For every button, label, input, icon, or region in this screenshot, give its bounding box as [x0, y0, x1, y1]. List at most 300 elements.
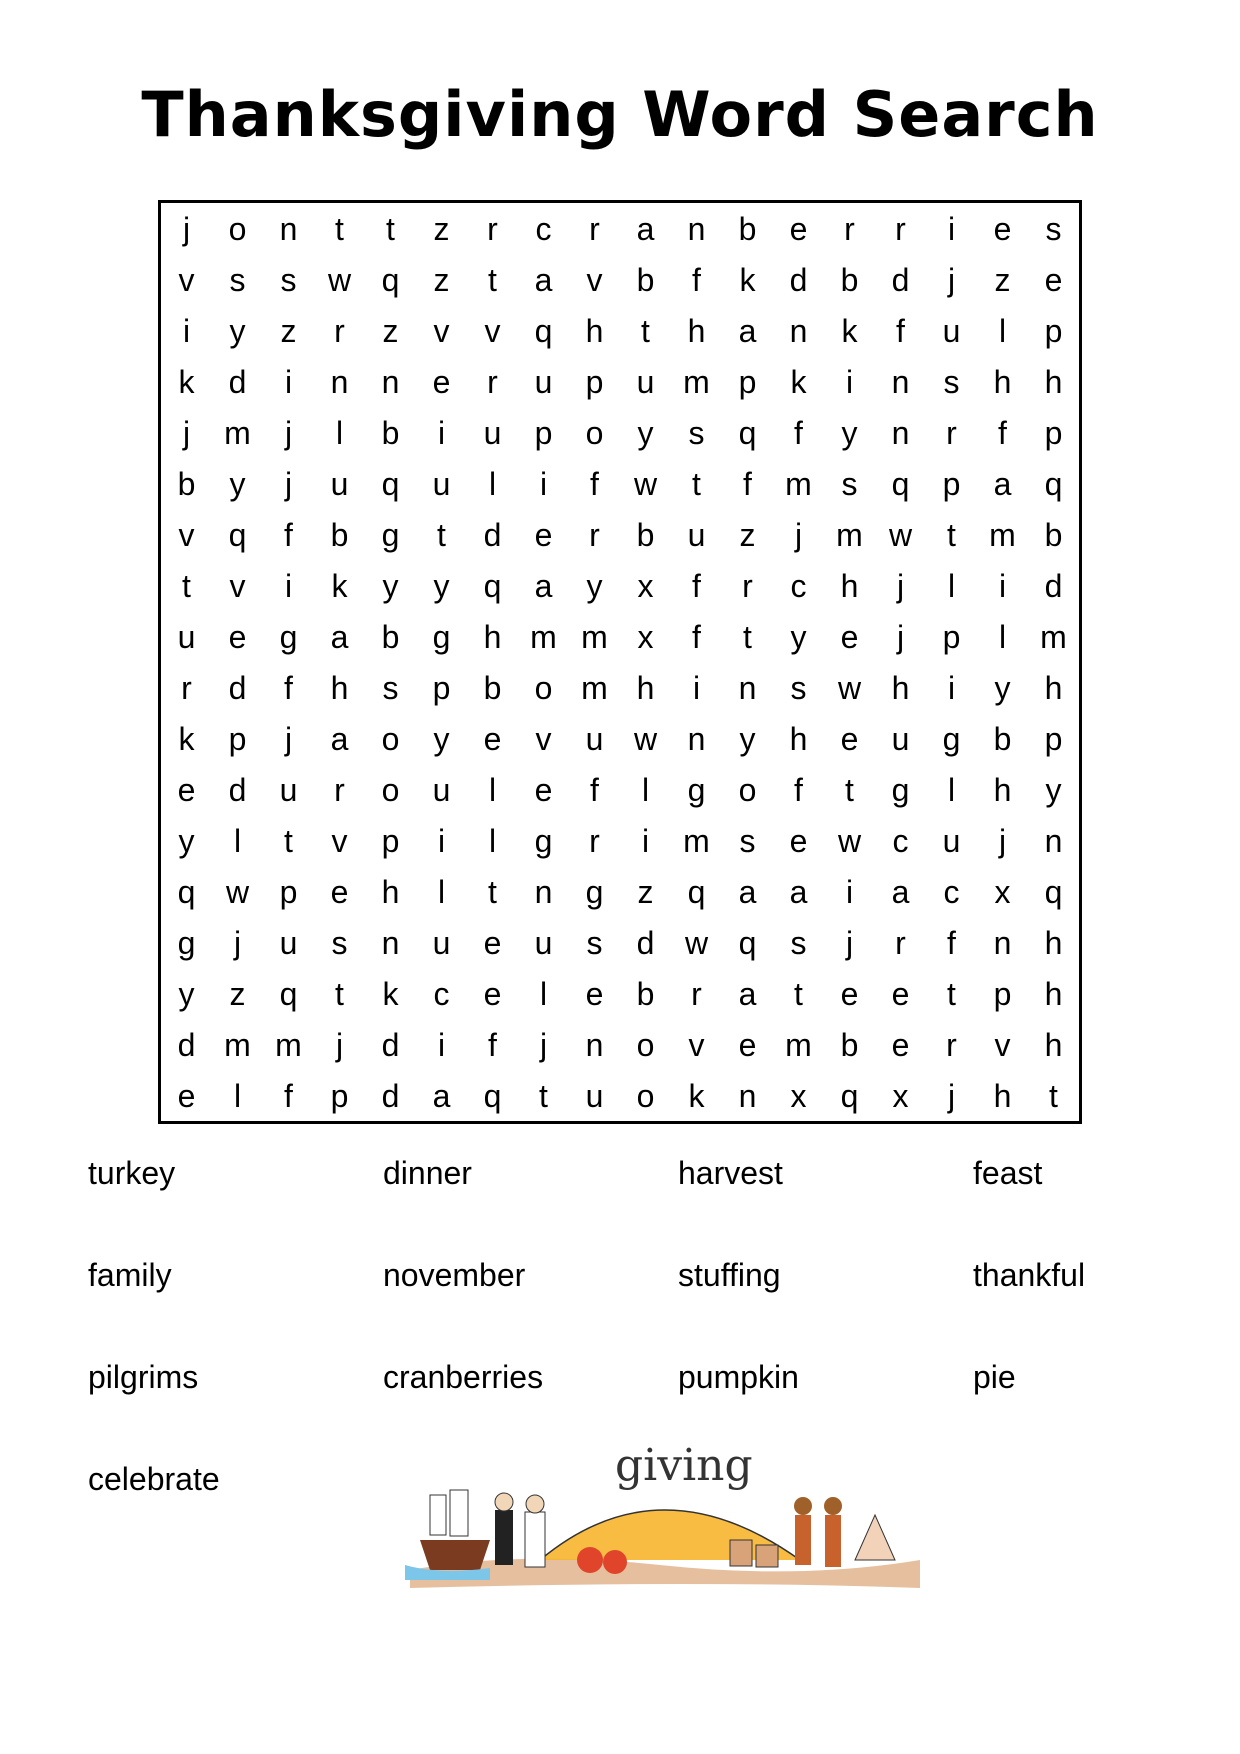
grid-cell[interactable]: i [692, 669, 701, 706]
grid-cell[interactable]: j [947, 1077, 956, 1114]
grid-cell[interactable]: i [284, 567, 293, 604]
grid-cell[interactable]: p [381, 822, 400, 859]
grid-cell[interactable]: x [892, 1077, 909, 1114]
grid-cell[interactable]: g [279, 618, 298, 655]
grid-cell[interactable]: z [280, 312, 297, 349]
grid-cell[interactable]: b [738, 210, 757, 247]
grid-cell[interactable]: b [840, 1026, 859, 1063]
grid-cell[interactable]: d [789, 261, 808, 298]
grid-cell[interactable]: d [228, 669, 247, 706]
grid-cell[interactable]: k [178, 720, 195, 757]
grid-cell[interactable]: d [636, 924, 655, 961]
grid-cell[interactable]: w [633, 720, 658, 757]
grid-cell[interactable]: h [1044, 669, 1063, 706]
grid-cell[interactable]: m [530, 618, 557, 655]
grid-cell[interactable]: n [738, 669, 757, 706]
grid-cell[interactable]: r [895, 924, 906, 961]
grid-cell[interactable]: h [993, 771, 1012, 808]
grid-cell[interactable]: y [178, 822, 195, 859]
grid-cell[interactable]: s [280, 261, 297, 298]
grid-cell[interactable]: r [181, 669, 192, 706]
grid-cell[interactable]: o [636, 1026, 655, 1063]
grid-cell[interactable]: m [836, 516, 863, 553]
grid-cell[interactable]: y [433, 567, 450, 604]
grid-cell[interactable]: v [994, 1026, 1011, 1063]
grid-cell[interactable]: f [590, 771, 599, 808]
grid-cell[interactable]: e [789, 822, 808, 859]
grid-cell[interactable]: n [330, 363, 349, 400]
grid-cell[interactable]: p [585, 363, 604, 400]
grid-cell[interactable]: a [330, 618, 349, 655]
grid-cell[interactable]: l [233, 822, 242, 859]
grid-cell[interactable]: w [225, 873, 250, 910]
grid-cell[interactable]: s [841, 465, 858, 502]
grid-cell[interactable]: s [382, 669, 399, 706]
grid-cell[interactable]: j [335, 1026, 344, 1063]
grid-cell[interactable]: s [739, 822, 756, 859]
grid-cell[interactable]: b [177, 465, 196, 502]
grid-cell[interactable]: q [687, 873, 706, 910]
grid-cell[interactable]: u [279, 771, 298, 808]
grid-cell[interactable]: b [1044, 516, 1063, 553]
grid-cell[interactable]: n [585, 1026, 604, 1063]
grid-cell[interactable]: b [636, 975, 655, 1012]
grid-cell[interactable]: n [381, 924, 400, 961]
grid-cell[interactable]: k [790, 363, 807, 400]
grid-cell[interactable]: e [432, 363, 451, 400]
grid-cell[interactable]: o [738, 771, 757, 808]
grid-cell[interactable]: d [228, 363, 247, 400]
grid-cell[interactable]: j [284, 465, 293, 502]
grid-cell[interactable]: p [432, 669, 451, 706]
grid-cell[interactable]: r [589, 822, 600, 859]
grid-cell[interactable]: b [330, 516, 349, 553]
grid-cell[interactable]: e [177, 1077, 196, 1114]
grid-cell[interactable]: b [840, 261, 859, 298]
grid-cell[interactable]: g [381, 516, 400, 553]
grid-cell[interactable]: c [892, 822, 909, 859]
grid-cell[interactable]: j [233, 924, 242, 961]
grid-cell[interactable]: t [947, 516, 956, 553]
grid-cell[interactable]: f [692, 618, 701, 655]
grid-cell[interactable]: j [845, 924, 854, 961]
grid-cell[interactable]: i [437, 1026, 446, 1063]
grid-cell[interactable]: a [738, 975, 757, 1012]
grid-cell[interactable]: u [891, 720, 910, 757]
grid-cell[interactable]: p [738, 363, 757, 400]
grid-cell[interactable]: p [1044, 312, 1063, 349]
grid-cell[interactable]: e [738, 1026, 757, 1063]
grid-cell[interactable]: j [182, 414, 191, 451]
grid-cell[interactable]: j [947, 261, 956, 298]
grid-cell[interactable]: p [279, 873, 298, 910]
grid-cell[interactable]: r [742, 567, 753, 604]
grid-cell[interactable]: i [947, 210, 956, 247]
grid-cell[interactable]: y [382, 567, 399, 604]
grid-cell[interactable]: j [539, 1026, 548, 1063]
grid-cell[interactable]: n [1044, 822, 1063, 859]
grid-cell[interactable]: j [284, 414, 293, 451]
grid-cell[interactable]: m [581, 618, 608, 655]
grid-cell[interactable]: l [488, 822, 497, 859]
grid-cell[interactable]: w [837, 822, 862, 859]
grid-cell[interactable]: u [585, 720, 604, 757]
grid-cell[interactable]: r [946, 414, 957, 451]
grid-cell[interactable]: r [334, 771, 345, 808]
grid-cell[interactable]: h [993, 1077, 1012, 1114]
grid-cell[interactable]: i [437, 414, 446, 451]
grid-cell[interactable]: s [1045, 210, 1062, 247]
grid-cell[interactable]: w [837, 669, 862, 706]
grid-cell[interactable]: n [993, 924, 1012, 961]
grid-cell[interactable]: y [637, 414, 654, 451]
grid-cell[interactable]: f [284, 1077, 293, 1114]
grid-cell[interactable]: m [683, 363, 710, 400]
grid-cell[interactable]: z [637, 873, 654, 910]
grid-cell[interactable]: i [641, 822, 650, 859]
grid-cell[interactable]: n [687, 720, 706, 757]
grid-cell[interactable]: o [636, 1077, 655, 1114]
grid-cell[interactable]: h [636, 669, 655, 706]
grid-cell[interactable]: u [330, 465, 349, 502]
grid-cell[interactable]: n [891, 363, 910, 400]
grid-cell[interactable]: t [284, 822, 293, 859]
grid-cell[interactable]: f [743, 465, 752, 502]
grid-cell[interactable]: s [790, 669, 807, 706]
grid-cell[interactable]: a [891, 873, 910, 910]
grid-cell[interactable]: s [943, 363, 960, 400]
grid-cell[interactable]: y [790, 618, 807, 655]
grid-cell[interactable]: e [534, 771, 553, 808]
grid-cell[interactable]: f [692, 261, 701, 298]
grid-cell[interactable]: u [687, 516, 706, 553]
grid-cell[interactable]: v [178, 516, 195, 553]
grid-cell[interactable]: l [488, 465, 497, 502]
grid-cell[interactable]: d [228, 771, 247, 808]
grid-cell[interactable]: d [381, 1026, 400, 1063]
grid-cell[interactable]: a [330, 720, 349, 757]
grid-cell[interactable]: x [994, 873, 1011, 910]
grid-cell[interactable]: m [224, 414, 251, 451]
grid-cell[interactable]: u [585, 1077, 604, 1114]
grid-cell[interactable]: l [539, 975, 548, 1012]
grid-cell[interactable]: n [687, 210, 706, 247]
grid-cell[interactable]: p [228, 720, 247, 757]
grid-cell[interactable]: d [483, 516, 502, 553]
grid-cell[interactable]: i [539, 465, 548, 502]
grid-cell[interactable]: r [334, 312, 345, 349]
grid-cell[interactable]: o [585, 414, 604, 451]
grid-cell[interactable]: a [993, 465, 1012, 502]
grid-cell[interactable]: f [284, 669, 293, 706]
grid-cell[interactable]: h [1044, 1026, 1063, 1063]
grid-cell[interactable]: t [743, 618, 752, 655]
grid-cell[interactable]: l [335, 414, 344, 451]
grid-cell[interactable]: b [636, 261, 655, 298]
grid-cell[interactable]: a [789, 873, 808, 910]
grid-cell[interactable]: g [687, 771, 706, 808]
grid-cell[interactable]: m [1040, 618, 1067, 655]
grid-cell[interactable]: e [891, 975, 910, 1012]
grid-cell[interactable]: e [483, 720, 502, 757]
grid-cell[interactable]: o [381, 720, 400, 757]
grid-cell[interactable]: p [330, 1077, 349, 1114]
grid-cell[interactable]: r [691, 975, 702, 1012]
grid-cell[interactable]: r [487, 210, 498, 247]
grid-cell[interactable]: r [895, 210, 906, 247]
grid-cell[interactable]: k [382, 975, 399, 1012]
grid-cell[interactable]: d [891, 261, 910, 298]
grid-cell[interactable]: j [284, 720, 293, 757]
grid-cell[interactable]: i [947, 669, 956, 706]
grid-cell[interactable]: v [688, 1026, 705, 1063]
grid-cell[interactable]: o [228, 210, 247, 247]
grid-cell[interactable]: u [279, 924, 298, 961]
grid-cell[interactable]: q [534, 312, 553, 349]
grid-cell[interactable]: l [998, 312, 1007, 349]
grid-cell[interactable]: h [840, 567, 859, 604]
grid-cell[interactable]: v [433, 312, 450, 349]
grid-cell[interactable]: e [483, 975, 502, 1012]
grid-cell[interactable]: e [993, 210, 1012, 247]
grid-cell[interactable]: n [279, 210, 298, 247]
grid-cell[interactable]: a [636, 210, 655, 247]
grid-cell[interactable]: i [284, 363, 293, 400]
grid-cell[interactable]: f [794, 414, 803, 451]
grid-cell[interactable]: p [1044, 720, 1063, 757]
grid-cell[interactable]: e [840, 975, 859, 1012]
grid-cell[interactable]: g [942, 720, 961, 757]
grid-cell[interactable]: t [437, 516, 446, 553]
grid-cell[interactable]: w [327, 261, 352, 298]
grid-cell[interactable]: v [586, 261, 603, 298]
grid-cell[interactable]: l [641, 771, 650, 808]
grid-cell[interactable]: b [636, 516, 655, 553]
grid-cell[interactable]: f [998, 414, 1007, 451]
grid-cell[interactable]: f [284, 516, 293, 553]
grid-cell[interactable]: d [381, 1077, 400, 1114]
grid-cell[interactable]: j [896, 567, 905, 604]
grid-cell[interactable]: e [891, 1026, 910, 1063]
grid-cell[interactable]: k [331, 567, 348, 604]
grid-cell[interactable]: p [942, 465, 961, 502]
grid-cell[interactable]: b [993, 720, 1012, 757]
grid-cell[interactable]: a [432, 1077, 451, 1114]
grid-cell[interactable]: e [840, 618, 859, 655]
grid-cell[interactable]: f [692, 567, 701, 604]
grid-cell[interactable]: q [177, 873, 196, 910]
grid-cell[interactable]: f [488, 1026, 497, 1063]
grid-cell[interactable]: r [589, 516, 600, 553]
grid-cell[interactable]: b [381, 414, 400, 451]
grid-cell[interactable]: p [1044, 414, 1063, 451]
grid-cell[interactable]: n [789, 312, 808, 349]
grid-cell[interactable]: v [331, 822, 348, 859]
grid-cell[interactable]: i [998, 567, 1007, 604]
grid-cell[interactable]: n [891, 414, 910, 451]
grid-cell[interactable]: n [534, 873, 553, 910]
grid-cell[interactable]: t [335, 210, 344, 247]
grid-cell[interactable]: q [228, 516, 247, 553]
grid-cell[interactable]: c [943, 873, 960, 910]
grid-cell[interactable]: z [382, 312, 399, 349]
grid-cell[interactable]: w [633, 465, 658, 502]
grid-cell[interactable]: j [794, 516, 803, 553]
grid-cell[interactable]: t [947, 975, 956, 1012]
grid-cell[interactable]: j [998, 822, 1007, 859]
grid-cell[interactable]: k [688, 1077, 705, 1114]
grid-cell[interactable]: e [1044, 261, 1063, 298]
grid-cell[interactable]: q [279, 975, 298, 1012]
grid-cell[interactable]: y [229, 465, 246, 502]
grid-cell[interactable]: g [432, 618, 451, 655]
grid-cell[interactable]: t [182, 567, 191, 604]
grid-cell[interactable]: r [946, 1026, 957, 1063]
grid-cell[interactable]: t [488, 873, 497, 910]
grid-cell[interactable]: z [433, 210, 450, 247]
grid-cell[interactable]: r [487, 363, 498, 400]
grid-cell[interactable]: g [534, 822, 553, 859]
grid-cell[interactable]: k [178, 363, 195, 400]
grid-cell[interactable]: t [641, 312, 650, 349]
grid-cell[interactable]: m [785, 465, 812, 502]
grid-cell[interactable]: h [1044, 924, 1063, 961]
grid-cell[interactable]: m [989, 516, 1016, 553]
grid-cell[interactable]: b [483, 669, 502, 706]
grid-cell[interactable]: m [785, 1026, 812, 1063]
grid-cell[interactable]: e [330, 873, 349, 910]
grid-cell[interactable]: u [942, 822, 961, 859]
grid-cell[interactable]: x [637, 618, 654, 655]
grid-cell[interactable]: u [432, 465, 451, 502]
grid-cell[interactable]: p [534, 414, 553, 451]
grid-cell[interactable]: h [1044, 975, 1063, 1012]
grid-cell[interactable]: l [233, 1077, 242, 1114]
grid-cell[interactable]: a [738, 873, 757, 910]
grid-cell[interactable]: s [229, 261, 246, 298]
grid-cell[interactable]: j [896, 618, 905, 655]
grid-cell[interactable]: y [178, 975, 195, 1012]
grid-cell[interactable]: h [381, 873, 400, 910]
grid-cell[interactable]: h [585, 312, 604, 349]
grid-cell[interactable]: h [687, 312, 706, 349]
grid-cell[interactable]: u [534, 924, 553, 961]
grid-cell[interactable]: v [229, 567, 246, 604]
grid-cell[interactable]: t [1049, 1077, 1058, 1114]
grid-cell[interactable]: t [488, 261, 497, 298]
grid-cell[interactable]: i [182, 312, 191, 349]
grid-cell[interactable]: z [433, 261, 450, 298]
grid-cell[interactable]: g [177, 924, 196, 961]
grid-cell[interactable]: q [381, 261, 400, 298]
grid-cell[interactable]: c [433, 975, 450, 1012]
grid-cell[interactable]: u [534, 363, 553, 400]
grid-cell[interactable]: u [177, 618, 196, 655]
grid-cell[interactable]: a [738, 312, 757, 349]
grid-cell[interactable]: p [942, 618, 961, 655]
grid-cell[interactable]: e [789, 210, 808, 247]
grid-cell[interactable]: k [739, 261, 756, 298]
grid-cell[interactable]: f [947, 924, 956, 961]
grid-cell[interactable]: h [483, 618, 502, 655]
grid-cell[interactable]: v [484, 312, 501, 349]
grid-cell[interactable]: i [845, 873, 854, 910]
grid-cell[interactable]: x [637, 567, 654, 604]
grid-cell[interactable]: v [535, 720, 552, 757]
grid-cell[interactable]: d [177, 1026, 196, 1063]
grid-cell[interactable]: s [790, 924, 807, 961]
grid-cell[interactable]: s [688, 414, 705, 451]
grid-cell[interactable]: g [891, 771, 910, 808]
grid-cell[interactable]: e [585, 975, 604, 1012]
grid-cell[interactable]: i [437, 822, 446, 859]
grid-cell[interactable]: y [1045, 771, 1062, 808]
grid-cell[interactable]: g [585, 873, 604, 910]
grid-cell[interactable]: q [738, 924, 757, 961]
grid-cell[interactable]: f [794, 771, 803, 808]
grid-cell[interactable]: y [739, 720, 756, 757]
grid-cell[interactable]: y [229, 312, 246, 349]
grid-cell[interactable]: r [589, 210, 600, 247]
grid-cell[interactable]: m [275, 1026, 302, 1063]
grid-cell[interactable]: l [998, 618, 1007, 655]
grid-cell[interactable]: z [739, 516, 756, 553]
grid-cell[interactable]: a [534, 567, 553, 604]
grid-cell[interactable]: s [586, 924, 603, 961]
grid-cell[interactable]: v [178, 261, 195, 298]
grid-cell[interactable]: u [432, 924, 451, 961]
grid-cell[interactable]: q [381, 465, 400, 502]
grid-cell[interactable]: m [581, 669, 608, 706]
grid-cell[interactable]: d [1044, 567, 1063, 604]
grid-cell[interactable]: q [840, 1077, 859, 1114]
grid-cell[interactable]: e [840, 720, 859, 757]
grid-cell[interactable]: t [539, 1077, 548, 1114]
grid-cell[interactable]: q [1044, 873, 1063, 910]
grid-cell[interactable]: z [994, 261, 1011, 298]
grid-cell[interactable]: t [386, 210, 395, 247]
grid-cell[interactable]: h [789, 720, 808, 757]
grid-cell[interactable]: c [790, 567, 807, 604]
grid-cell[interactable]: l [488, 771, 497, 808]
grid-cell[interactable]: f [590, 465, 599, 502]
grid-cell[interactable]: h [1044, 363, 1063, 400]
grid-cell[interactable]: q [483, 1077, 502, 1114]
grid-cell[interactable]: l [947, 771, 956, 808]
grid-cell[interactable]: u [942, 312, 961, 349]
grid-cell[interactable]: j [182, 210, 191, 247]
grid-cell[interactable]: e [177, 771, 196, 808]
grid-cell[interactable]: n [381, 363, 400, 400]
grid-cell[interactable]: t [845, 771, 854, 808]
grid-cell[interactable]: m [224, 1026, 251, 1063]
grid-cell[interactable]: t [335, 975, 344, 1012]
grid-cell[interactable]: h [891, 669, 910, 706]
grid-cell[interactable]: y [433, 720, 450, 757]
grid-cell[interactable]: y [994, 669, 1011, 706]
grid-cell[interactable]: y [841, 414, 858, 451]
grid-cell[interactable]: o [381, 771, 400, 808]
grid-cell[interactable]: n [738, 1077, 757, 1114]
grid-cell[interactable]: a [534, 261, 553, 298]
grid-cell[interactable]: u [636, 363, 655, 400]
grid-cell[interactable]: b [381, 618, 400, 655]
grid-cell[interactable]: e [228, 618, 247, 655]
grid-cell[interactable]: k [841, 312, 858, 349]
grid-cell[interactable]: q [891, 465, 910, 502]
grid-cell[interactable]: q [738, 414, 757, 451]
grid-cell[interactable]: e [534, 516, 553, 553]
